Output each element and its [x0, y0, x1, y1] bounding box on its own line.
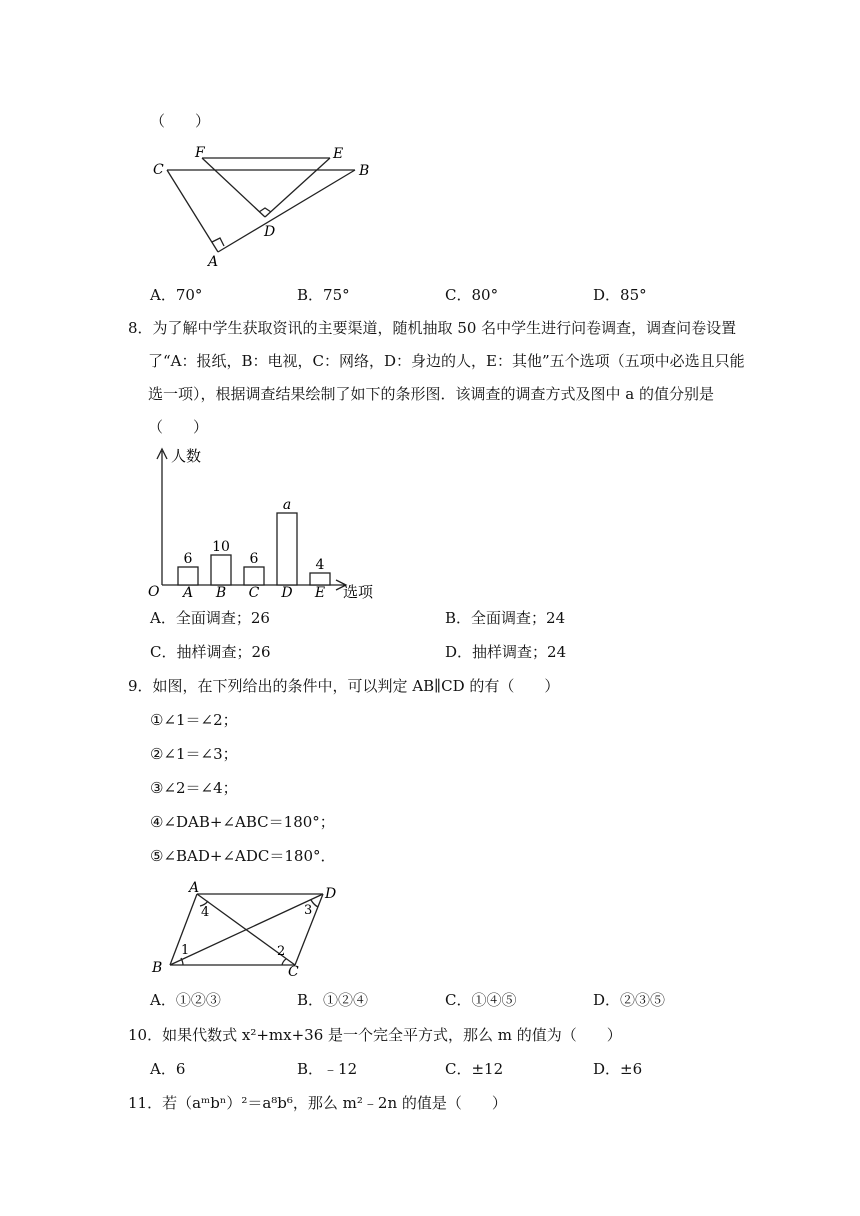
q10-option-b[interactable]: B．﹣12 [297, 1060, 358, 1078]
q9-option-b[interactable]: B．①②④ [297, 991, 369, 1009]
q7-label-a: A [208, 254, 219, 270]
q9-label-a: A [189, 880, 200, 896]
q9-condition-1: ①∠1＝∠2； [150, 711, 238, 729]
q9-condition-2: ②∠1＝∠3； [150, 745, 238, 763]
q9-condition-4: ④∠DAB+∠ABC＝180°； [150, 813, 335, 831]
q7-label-e: E [333, 146, 344, 162]
q7-option-d[interactable]: D．85° [593, 286, 647, 304]
x-tick-E: E [314, 585, 326, 601]
q10-option-c[interactable]: C．±12 [445, 1060, 504, 1078]
q9-label-b: B [152, 960, 163, 976]
bar-label-D: a [282, 497, 292, 513]
q7-label-d: D [264, 224, 276, 240]
q8-text: 8．为了解中学生获取资讯的主要渠道，随机抽取 50 名中学生进行问卷调查，调查问卷设置了“A：报纸，B：电视，C：网络，D：身边的人，E：其他”五个选项（五项中必选且只能选一项），根据调查结果绘制了如下的条形图．该调查的调查方式及图中 a 的值分别是（ ） [128, 319, 745, 436]
q7-label-c: C [153, 162, 164, 178]
q9-angle-4: 4 [201, 905, 210, 920]
q8-option-d[interactable]: D．抽样调查；24 [445, 643, 567, 661]
bar-E [310, 573, 330, 585]
q10-option-d[interactable]: D．±6 [593, 1060, 643, 1078]
q9-option-d[interactable]: D．②③⑤ [593, 991, 666, 1009]
bar-label-C: 6 [249, 551, 259, 567]
q9-stem: 9．如图，在下列给出的条件中，可以判定 AB∥CD 的有（ ） [128, 677, 560, 695]
q9-angle-3: 3 [304, 903, 313, 918]
q10-option-a[interactable]: A．6 [150, 1060, 186, 1078]
q7-option-c[interactable]: C．80° [445, 286, 499, 304]
q9-angle-1: 1 [181, 943, 190, 958]
q9-angle-2: 2 [277, 944, 286, 959]
q9-condition-5: ⑤∠BAD+∠ADC＝180°． [150, 847, 336, 865]
q8-option-b[interactable]: B．全面调查；24 [445, 609, 566, 627]
bar-D [277, 513, 297, 585]
chart-origin: O [148, 584, 160, 600]
x-tick-D: D [281, 585, 293, 601]
bar-A [178, 567, 198, 585]
bar-label-B: 10 [212, 539, 230, 555]
chart-ylabel: 人数 [171, 447, 202, 465]
q7-label-b: B [359, 163, 370, 179]
q10-stem: 10．如果代数式 x²+mx+36 是一个完全平方式，那么 m 的值为（ ） [128, 1026, 622, 1044]
q11-stem: 11．若（aᵐbⁿ）²＝a⁸b⁶，那么 m²﹣2n 的值是（ ） [128, 1094, 507, 1112]
q9-figure [145, 878, 355, 978]
q9-option-c[interactable]: C．①④⑤ [445, 991, 517, 1009]
q8-option-c[interactable]: C．抽样调查；26 [150, 643, 271, 661]
bar-label-A: 6 [183, 551, 193, 567]
x-tick-A: A [182, 585, 194, 601]
q8-option-a[interactable]: A．全面调查；26 [150, 609, 270, 627]
q7-paren: （ ） [150, 112, 211, 130]
q8-bar-chart [145, 445, 390, 605]
q9-condition-3: ③∠2＝∠4； [150, 779, 238, 797]
q7-label-f: F [195, 145, 205, 161]
bar-B [211, 555, 231, 585]
q7-option-b[interactable]: B．75° [297, 286, 350, 304]
x-tick-B: B [215, 585, 227, 601]
q9-label-c: C [288, 964, 299, 978]
q7-figure [145, 140, 385, 270]
q9-option-a[interactable]: A．①②③ [150, 991, 221, 1009]
bar-label-E: 4 [315, 557, 325, 573]
bar-C [244, 567, 264, 585]
x-tick-C: C [248, 585, 260, 601]
q7-option-a[interactable]: A．70° [150, 286, 203, 304]
q9-label-d: D [325, 886, 337, 902]
chart-xlabel: 选项 [343, 583, 374, 601]
